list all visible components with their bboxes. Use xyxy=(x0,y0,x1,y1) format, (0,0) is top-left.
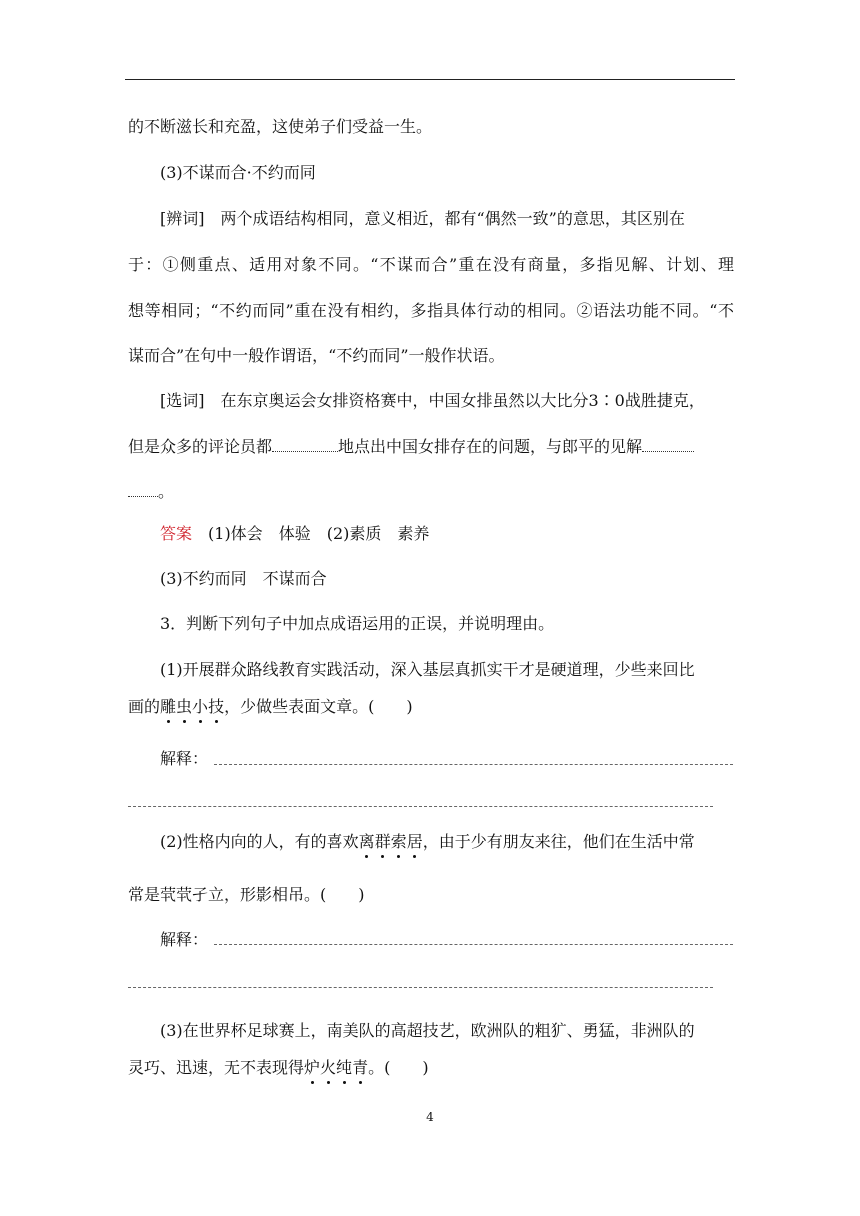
question-item: (1)开展群众路线教育实践活动，深入基层真抓实干才是硬道理，少些来回比 xyxy=(160,660,695,679)
dotted-char: 虫 xyxy=(176,697,193,716)
text-line: 谋而合”在句中一般作谓语，“不约而同”一般作状语。 xyxy=(128,346,505,365)
dotted-char: 居 xyxy=(406,832,423,851)
dotted-char: 离 xyxy=(358,832,375,851)
question-item: 画的雕虫小技，少做些表面文章。( ) xyxy=(128,697,413,716)
page-number: 4 xyxy=(426,1110,434,1124)
explain-label: 解释： xyxy=(160,749,209,768)
dotted-char: 炉 xyxy=(304,1058,321,1077)
dotted-char: 技 xyxy=(208,697,225,716)
explain-label: 解释： xyxy=(160,930,209,949)
dotted-char: 火 xyxy=(320,1058,337,1077)
item-heading: (3)不谋而合·不约而同 xyxy=(160,163,316,182)
text-line: [选词] 在东京奥运会女排资格赛中，中国女排虽然以大比分3∶0战胜捷克， xyxy=(160,391,705,410)
answer-label: 答案 xyxy=(160,524,193,543)
header-rule xyxy=(125,79,735,80)
answer-line: (3)不约而同 不谋而合 xyxy=(160,569,327,588)
dotted-char: 索 xyxy=(390,832,407,851)
dotted-char: 群 xyxy=(374,832,391,851)
text-line: 的不断滋长和充盈，这使弟子们受益一生。 xyxy=(128,117,433,136)
question-item: 灵巧、迅速，无不表现得炉火纯青。( ) xyxy=(128,1058,429,1077)
label-xuanci: [选词] xyxy=(160,391,205,410)
text-line: 。 xyxy=(128,481,174,503)
question-item: 常是茕茕孑立，形影相吊。( ) xyxy=(128,885,365,904)
answer-line: 答案 (1)体会 体验 (2)素质 素养 xyxy=(160,524,430,543)
dotted-char: 雕 xyxy=(160,697,177,716)
label-bianci: [辨词] xyxy=(160,209,205,228)
text-line: 于：①侧重点、适用对象不同。“不谋而合”重在没有商量，多指见解、计划、理 xyxy=(128,255,734,274)
dotted-char: 青 xyxy=(352,1058,369,1077)
text-line: 但是众多的评论员都 地点出中国女排存在的问题，与郎平的见解 xyxy=(128,436,694,458)
dotted-char: 小 xyxy=(192,697,209,716)
fill-blank-2[interactable] xyxy=(642,437,694,452)
answer-line-2b[interactable] xyxy=(128,987,713,988)
question-item: (3)在世界杯足球赛上，南美队的高超技艺，欧洲队的粗犷、勇猛，非洲队的 xyxy=(160,1021,695,1040)
question-item: (2)性格内向的人，有的喜欢离群索居，由于少有朋友来往，他们在生活中常 xyxy=(160,832,695,851)
question-heading: 3．判断下列句子中加点成语运用的正误，并说明理由。 xyxy=(160,614,555,633)
answer-line-2a[interactable] xyxy=(214,944,733,945)
dotted-char: 纯 xyxy=(336,1058,353,1077)
answer-line-1b[interactable] xyxy=(128,806,713,807)
fill-blank-1[interactable] xyxy=(272,437,338,452)
text-line: [辨词] 两个成语结构相同，意义相近，都有“偶然一致”的意思，其区别在 xyxy=(160,209,685,228)
answer-line-1a[interactable] xyxy=(214,764,733,765)
fill-blank-2-continued[interactable] xyxy=(128,482,158,497)
text-line: 想等相同；“不约而同”重在没有相约，多指具体行动的相同。②语法功能不同。“不 xyxy=(128,301,734,320)
